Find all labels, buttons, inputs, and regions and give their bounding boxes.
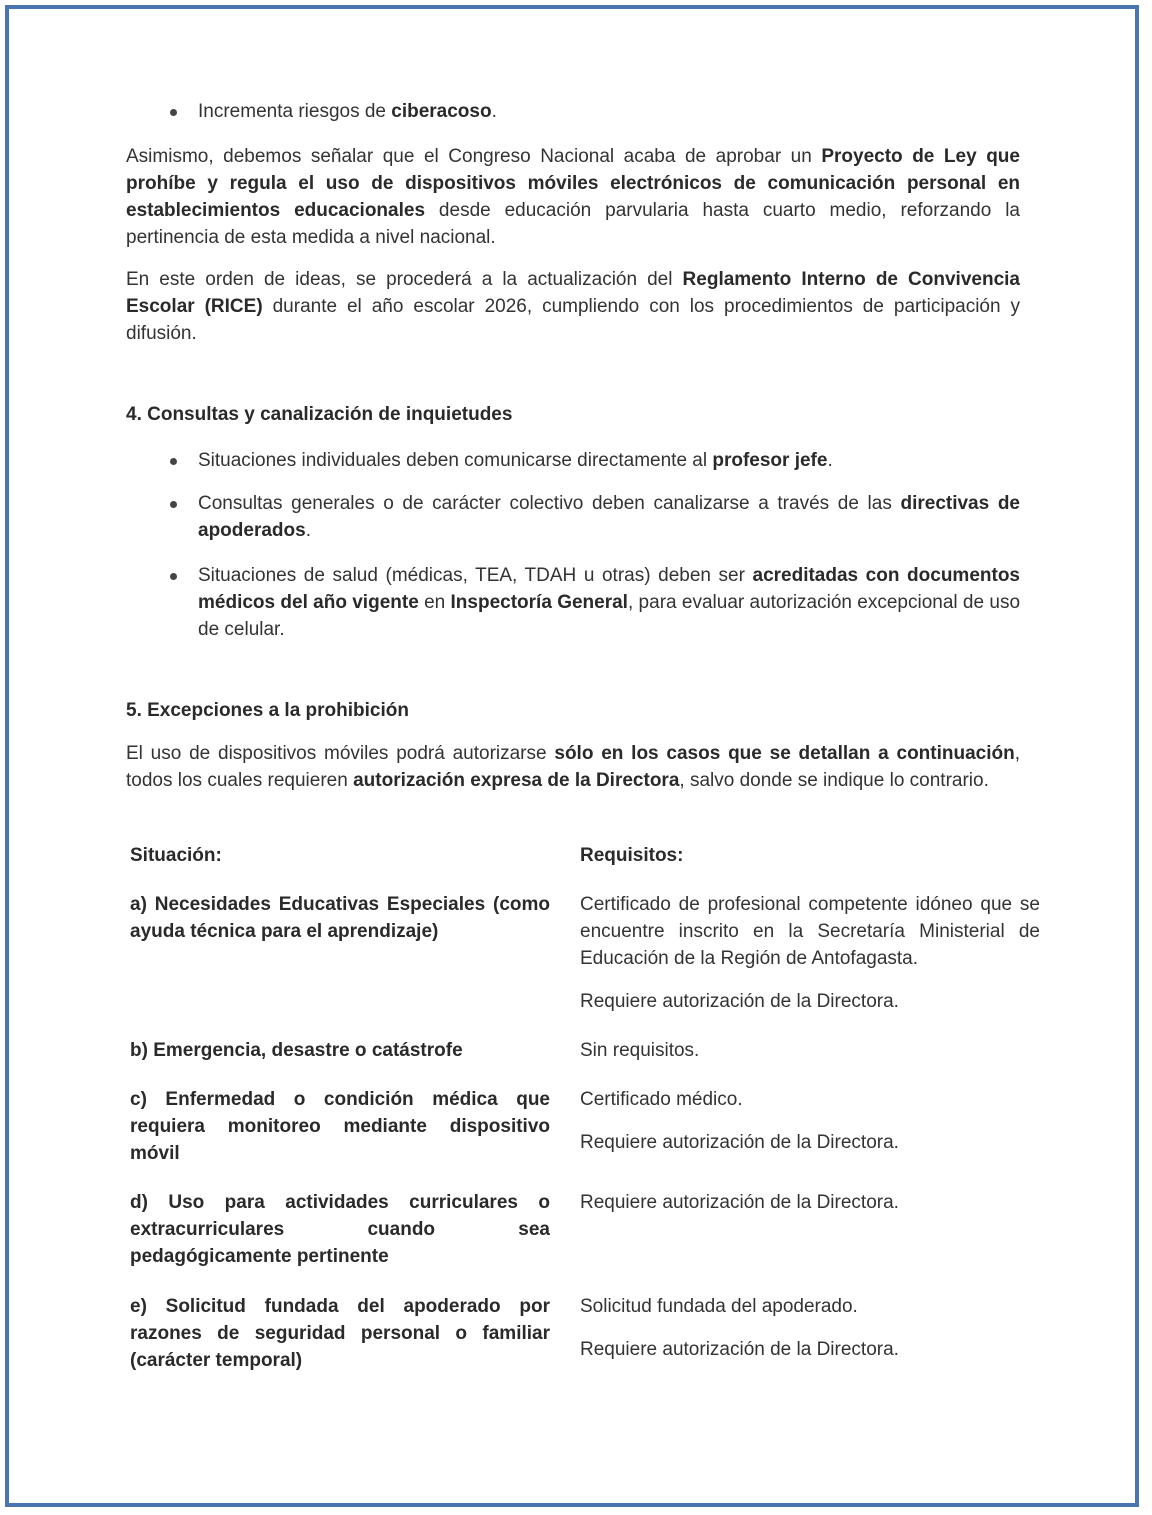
situation-cell: a) Necesidades Educativas Especiales (como ayuda técnica para el aprendizaje) bbox=[130, 894, 550, 942]
bold-text: acreditadas con documentos médicos del año vigente bbox=[198, 565, 1020, 613]
text: desde educación parvularia hasta cuarto medio, reforzando la pertinencia de esta medida a nivel nacional. bbox=[126, 200, 1020, 248]
text: en bbox=[418, 592, 451, 613]
requirement-cell bbox=[580, 1293, 1040, 1363]
text: , salvo donde se indique lo contrario. bbox=[679, 770, 989, 791]
bullet-suffix: . bbox=[491, 101, 497, 122]
text: Situaciones de salud (médicas, TEA, TDAH u otras) deben ser bbox=[198, 565, 753, 586]
text: Situaciones individuales deben comunicarse directamente al bbox=[198, 450, 713, 471]
bold-text: directivas de apoderados bbox=[198, 493, 1020, 541]
situation-cell: e) Solicitud fundada del apoderado por razones de seguridad personal o familiar (carácter temporal) bbox=[130, 1296, 550, 1371]
section-4-heading: 4. Consultas y canalización de inquietudes bbox=[126, 404, 513, 425]
text: En este orden de ideas, se procederá a la actualización del bbox=[126, 269, 683, 290]
text: . bbox=[827, 450, 833, 471]
text: Consultas generales o de carácter colectivo deben canalizarse a través de las bbox=[198, 493, 901, 514]
requirement-text: Sin requisitos. bbox=[580, 1040, 700, 1061]
bullet-icon bbox=[170, 573, 177, 580]
text: . bbox=[305, 520, 311, 541]
bold-text: Proyecto de Ley que prohíbe y regula el uso de dispositivos móviles electrónicos de comunicación personal en establecimientos educacionales bbox=[126, 146, 1020, 221]
requirement-text: Certificado médico. bbox=[580, 1089, 743, 1110]
requirement-cell bbox=[580, 1189, 1040, 1216]
requirement-cell bbox=[580, 1037, 1040, 1064]
bullet-icon bbox=[170, 501, 177, 508]
requirement-text: Requiere autorización de la Directora. bbox=[580, 1339, 899, 1360]
situation-cell: d) Uso para actividades curriculares o extracurriculares cuando sea pedagógicamente pertinente bbox=[130, 1192, 550, 1267]
text: Asimismo, debemos señalar que el Congreso Nacional acaba de aprobar un bbox=[126, 146, 822, 167]
situation-cell: c) Enfermedad o condición médica que requiera monitoreo mediante dispositivo móvil bbox=[130, 1089, 550, 1164]
requirement-text: Certificado de profesional competente idóneo que se encuentre inscrito en la Secretaría Ministerial de Educación de la Región de Antofagasta. bbox=[580, 894, 1040, 969]
paragraph-excepciones bbox=[126, 740, 1020, 794]
table-header-requisitos: Requisitos: bbox=[580, 845, 684, 866]
bullet-icon bbox=[170, 458, 177, 465]
paragraph-rice bbox=[126, 266, 1020, 347]
requirement-text: Requiere autorización de la Directora. bbox=[580, 1132, 899, 1153]
bullet-text: Incrementa riesgos de bbox=[198, 101, 392, 122]
paragraph-proyecto-ley bbox=[126, 143, 1020, 251]
bold-text: profesor jefe bbox=[712, 450, 828, 471]
bullet-bold: ciberacoso bbox=[391, 101, 492, 122]
bullet-icon bbox=[170, 109, 177, 116]
requirement-text: Requiere autorización de la Directora. bbox=[580, 991, 899, 1012]
bold-text: Inspectoría General bbox=[450, 592, 628, 613]
text: El uso de dispositivos móviles podrá autorizarse bbox=[126, 743, 555, 764]
text: durante el año escolar 2026, cumpliendo con los procedimientos de participación y difusión. bbox=[126, 296, 1021, 344]
requirement-text: Requiere autorización de la Directora. bbox=[580, 1192, 899, 1213]
requirement-text: Solicitud fundada del apoderado. bbox=[580, 1296, 858, 1317]
bold-text: sólo en los casos que se detallan a continuación bbox=[554, 743, 1015, 764]
bold-text: Reglamento Interno de Convivencia Escolar (RICE) bbox=[126, 269, 1020, 317]
requirement-cell bbox=[580, 1086, 1040, 1156]
situation-cell: b) Emergencia, desastre o catástrofe bbox=[130, 1040, 463, 1061]
text: , para evaluar autorización excepcional de uso de celular. bbox=[198, 592, 1021, 640]
section-5-heading: 5. Excepciones a la prohibición bbox=[126, 700, 409, 721]
requirement-cell bbox=[580, 891, 1040, 1015]
table-header-situacion: Situación: bbox=[130, 845, 222, 866]
bold-text: autorización expresa de la Directora bbox=[353, 770, 680, 791]
text: , todos los cuales requieren bbox=[126, 743, 1020, 791]
